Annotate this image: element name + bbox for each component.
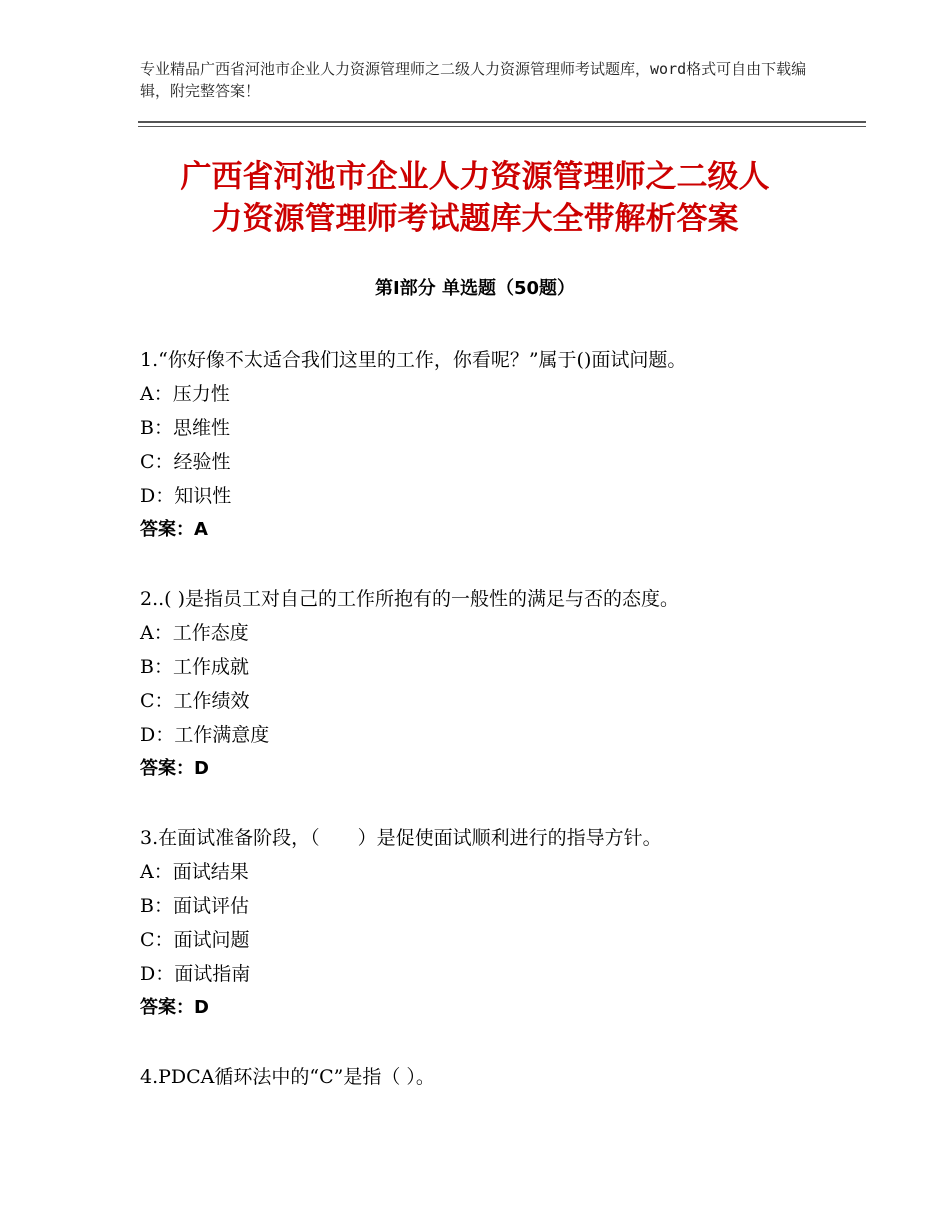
option-a: A：面试结果: [140, 861, 249, 883]
question-1: [140, 343, 860, 547]
question-4: [140, 1060, 860, 1094]
option-b: B：思维性: [140, 417, 230, 439]
option-d: D：面试指南: [140, 963, 251, 985]
document-title-line-2: 力资源管理师考试题库大全带解析答案: [211, 201, 739, 237]
question-stem: 3.在面试准备阶段，（ ）是促使面试顺利进行的指导方针。: [140, 827, 662, 849]
answer-label: 答案：D: [140, 997, 209, 1018]
option-a: A：工作态度: [140, 622, 249, 644]
section-heading: 第Ⅰ部分 单选题（50题）: [374, 278, 575, 299]
option-b: B：工作成就: [140, 656, 249, 678]
option-c: C：面试问题: [140, 929, 250, 951]
header-divider-thin: [138, 126, 866, 127]
option-c: C：工作绩效: [140, 690, 250, 712]
header-note: 专业精品广西省河池市企业人力资源管理师之二级人力资源管理师考试题库，word格式可自由下载编辑，附完整答案！: [140, 60, 807, 100]
question-3: [140, 821, 860, 1025]
document-title: [110, 156, 840, 240]
document-title-line-1: 广西省河池市企业人力资源管理师之二级人: [180, 159, 770, 195]
option-d: D：工作满意度: [140, 724, 270, 746]
option-a: A：压力性: [140, 383, 230, 405]
question-list: [140, 343, 860, 1129]
answer-label: 答案：A: [140, 519, 208, 540]
question-stem: 4.PDCA循环法中的“C”是指（ ）。: [140, 1066, 435, 1088]
answer-label: 答案：D: [140, 758, 209, 779]
header-divider-thick: [138, 121, 866, 123]
question-stem: 2..( )是指员工对自己的工作所抱有的一般性的满足与否的态度。: [140, 588, 680, 610]
option-d: D：知识性: [140, 485, 232, 507]
question-2: [140, 582, 860, 786]
option-b: B：面试评估: [140, 895, 249, 917]
option-c: C：经验性: [140, 451, 231, 473]
question-stem: 1.“你好像不太适合我们这里的工作，你看呢？”属于()面试问题。: [140, 349, 687, 371]
